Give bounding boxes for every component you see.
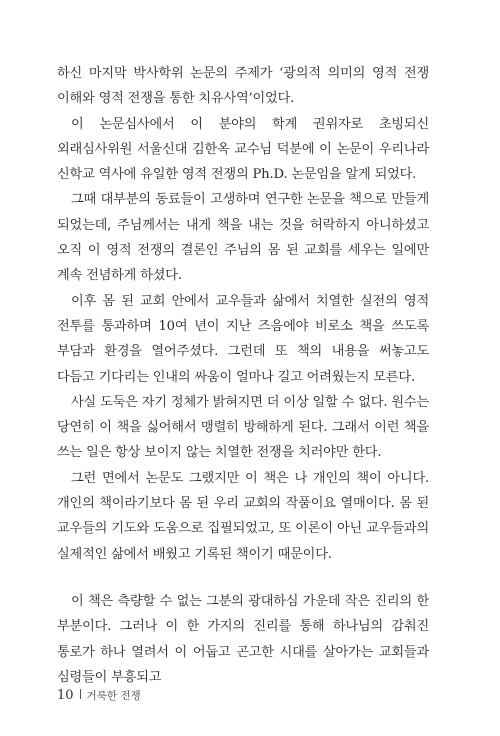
paragraph-1: 하신 마지막 박사학위 논문의 주제가 ‘광의적 의미의 영적 전쟁 이해와 영적 전쟁을 통한 치유사역’이었다. xyxy=(57,66,429,107)
body-text xyxy=(57,61,429,690)
paragraph-2: 이 논문심사에서 이 분야의 학계 권위자로 초빙되신 외래심사위원 서울신대 김한옥 교수님 덕분에 이 논문이 우리나라 신학교 역사에 유일한 영적 전쟁의 Ph.D. 논문임을 알게 되었다. xyxy=(57,116,429,183)
paragraph-5: 사실 도둑은 자기 정체가 밝혀지면 더 이상 일할 수 없다. 원수는 당연히 이 책을 싫어해서 맹렬히 방해하게 된다. 그래서 이런 책을 쓰는 일은 항상 보이지 않는 치열한 전쟁을 치러야만 한다. xyxy=(57,394,429,461)
running-title: 거룩한 전쟁 xyxy=(86,690,141,702)
page-footer xyxy=(57,688,141,703)
paragraph-4: 이후 몸 된 교회 안에서 교우들과 삶에서 치열한 실전의 영적 전투를 통과하며 10여 년이 지난 즈음에야 비로소 책을 쓰도록 부담과 환경을 열어주셨다. 그런데 또 책의 내용을 써놓고도 다듬고 기다리는 인내의 싸움이 얼마나 길고 어려웠는지 모른다. xyxy=(57,293,429,385)
page-number: 10 xyxy=(57,688,74,703)
paragraph-3: 그때 대부분의 동료들이 고생하며 연구한 논문을 책으로 만들게 되었는데, 주님께서는 내게 책을 내는 것을 허락하지 아니하셨고 오직 이 영적 전쟁의 결론인 주님의 몸 된 교회를 세우는 일에만 계속 전념하게 하셨다. xyxy=(57,192,429,284)
paragraph-7: 이 책은 측량할 수 없는 그분의 광대하심 가운데 작은 진리의 한 부분이다. 그러나 이 한 가지의 진리를 통해 하나님의 감춰진 통로가 하나 열려서 이 어둡고 곤고한 시대를 살아가는 교회들과 심령들이 부흥되고 xyxy=(57,593,429,685)
footer-divider xyxy=(80,689,81,699)
paragraph-6: 그런 면에서 논문도 그랬지만 이 책은 나 개인의 책이 아니다. 개인의 책이라기보다 몸 된 우리 교회의 작품이요 열매이다. 몸 된 교우들의 기도와 도움으로 집필되었고, 또 이론이 아닌 교우들과의 실제적인 삶에서 배웠고 기록된 책이기 때문이다. xyxy=(57,470,429,562)
